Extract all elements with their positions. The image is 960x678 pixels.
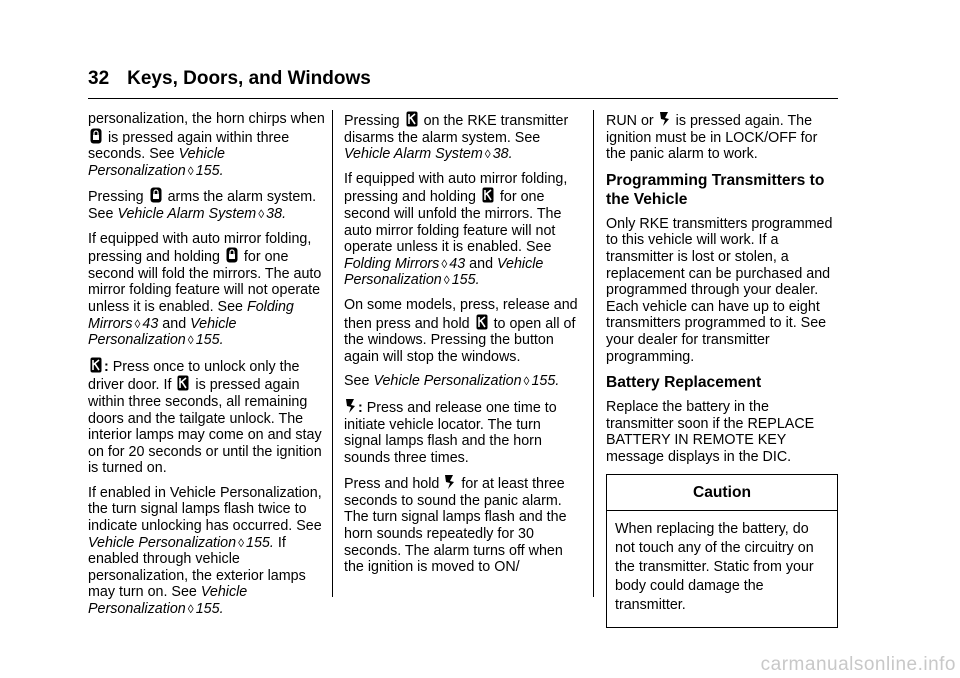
label: : (104, 358, 109, 375)
page-reference-icon: ◊ (258, 206, 265, 221)
paragraph: Only RKE transmitters programmed to this vehicle will work. If a transmitter is lost or stolen, a replacement can be purchased and programmed through your dealer. Each vehicle can have up to eight transmitters programmed to it. See your dealer for transmitter programming. (606, 215, 833, 365)
paragraph: If equipped with auto mirror folding, pressing and holding for one second will unfold the mirrors. The auto mirror folding feature will not operate unless it is enabled. See Folding Mirrors ◊ 43 and Vehicle Personalization ◊ 155. (344, 170, 568, 289)
section-heading: Programming Transmitters to the Vehicle (606, 171, 825, 208)
lock-fob-icon (150, 187, 162, 203)
link-vehicle-personalization[interactable]: Vehicle Personalization (88, 534, 237, 551)
link-vehicle-alarm-system[interactable]: Vehicle Alarm System (344, 146, 483, 163)
column-2 (344, 111, 582, 584)
page-ref[interactable]: 155 (195, 332, 220, 349)
page-reference-icon: ◊ (238, 535, 245, 550)
text: Press and hold (344, 476, 440, 493)
page-ref[interactable]: 155 (195, 601, 220, 618)
page-number: 32 (88, 68, 110, 89)
column-1 (88, 111, 328, 626)
caution-box (606, 474, 838, 629)
text: for one second will fold the mirrors. The auto mirror folding feature will not operate unless it is enabled. See (88, 249, 322, 315)
link-vehicle-personalization[interactable]: Vehicle Personalization (88, 315, 237, 349)
page-ref[interactable]: 155 (531, 373, 556, 390)
page-ref[interactable]: 38 (266, 205, 283, 222)
link-vehicle-alarm-system[interactable]: Vehicle Alarm System (117, 205, 257, 222)
text: for one second will unfold the mirrors. The auto mirror folding feature will not operate unless it is enabled. See (344, 189, 562, 256)
link-folding-mirrors[interactable]: Folding Mirrors (88, 298, 294, 332)
paragraph: Pressing arms the alarm system. See Vehicle Alarm System ◊ 38. (88, 189, 317, 222)
vehicle-locator-icon (445, 474, 455, 490)
paragraph: See Vehicle Personalization ◊ 155. (344, 373, 560, 390)
text: to open all of the windows. Pressing the button again will stop the windows. (344, 315, 576, 365)
link-vehicle-personalization[interactable]: Vehicle Personalization (88, 584, 248, 618)
text: If enabled through vehicle personalization, the exterior lamps may turn on. See (88, 534, 306, 601)
page-ref[interactable]: 43 (142, 315, 159, 332)
column-divider-1 (332, 110, 333, 597)
text: If equipped with auto mirror folding, pressing and holding (344, 170, 568, 206)
text: Pressing (344, 113, 400, 129)
page-ref[interactable]: 38 (492, 146, 509, 163)
column-3 (606, 111, 840, 628)
text: If equipped with auto mirror folding, pressing and holding (88, 230, 312, 266)
paragraph: If equipped with auto mirror folding, pressing and holding for one second will fold the mirrors. The auto mirror folding feature will not operate unless it is enabled. See Folding Mirrors ◊ 43 and Vehicle Personalization ◊ 155. (88, 230, 322, 349)
section-title: Keys, Doors, and Windows (127, 68, 371, 89)
page-ref[interactable]: 155 (246, 534, 270, 551)
lock-fob-icon (226, 247, 238, 263)
page-reference-icon: ◊ (441, 256, 448, 271)
page-ref[interactable]: 155 (451, 272, 476, 289)
page-reference-icon: ◊ (134, 316, 141, 331)
page-ref[interactable]: 43 (449, 255, 466, 272)
label: : (358, 399, 363, 416)
unlock-fob-icon (90, 357, 102, 373)
text: RUN or (606, 113, 654, 129)
paragraph: If enabled in Vehicle Personalization, the turn signal lamps flash twice to indicate unlocking has occurred. See Vehicle Personalization ◊ 155. If enabled through vehicle personalization, the exterior lamps may turn on. See Vehicle Personalization ◊ 155. (88, 484, 322, 618)
page-ref[interactable]: 155 (195, 162, 220, 179)
page-reference-icon: ◊ (187, 333, 194, 348)
text: If enabled in Vehicle Personalization, the turn signal lamps flash twice to indicate unlocking has occurred. See (88, 484, 322, 535)
unlock-fob-icon (482, 187, 494, 203)
link-folding-mirrors[interactable]: Folding Mirrors (344, 255, 440, 272)
text: and (469, 255, 494, 272)
section-heading: Battery Replacement (606, 374, 762, 392)
paragraph (606, 111, 840, 163)
unlock-fob-icon (406, 111, 418, 127)
text: on the RKE transmitter disarms the alarm system. See (344, 113, 569, 146)
text: is pressed again within three seconds, all remaining doors and the tailgate unlock. The interior lamps may come on and stay on for 20 seconds or until the ignition is turned on. (88, 377, 322, 477)
text: See (344, 373, 370, 390)
text: is pressed again. The ignition must be in LOCK/OFF for the panic alarm to work. (606, 113, 818, 163)
text: and (162, 315, 187, 332)
unlock-fob-icon (476, 314, 488, 330)
paragraph: Replace the battery in the transmitter soon if the REPLACE BATTERY IN REMOTE KEY message displays in the DIC. (606, 399, 815, 465)
text: for at least three seconds to sound the panic alarm. The turn signal lamps flash and the horn sounds repeatedly for 30 seconds. The alarm turns off when the ignition is moved to ON/ (344, 476, 567, 576)
paragraph (344, 398, 582, 466)
paragraph (344, 474, 582, 576)
unlock-fob-icon (177, 375, 189, 391)
page-reference-icon: ◊ (484, 147, 491, 162)
text: Press and release one time to initiate vehicle locator. The turn signal lamps flash and the horn sounds three times. (344, 399, 557, 466)
page-reference-icon: ◊ (523, 374, 530, 389)
watermark: carmanualsonline.info (760, 654, 956, 675)
lock-fob-icon (90, 128, 102, 144)
paragraph: Pressing on the RKE transmitter disarms the alarm system. See Vehicle Alarm System ◊ 38. (344, 113, 569, 163)
page-reference-icon: ◊ (187, 602, 194, 617)
paragraph (344, 297, 582, 365)
text: On some models, press, release and then press and hold (344, 296, 578, 332)
text: Press once to unlock only the driver door. If (88, 358, 300, 394)
text: arms the alarm system. See (88, 189, 317, 222)
link-vehicle-personalization[interactable]: Vehicle Personalization (344, 255, 544, 289)
column-divider-2 (593, 110, 594, 597)
text: is pressed again within three seconds. See (88, 129, 290, 163)
text: Pressing (88, 189, 144, 206)
header-rule (88, 98, 838, 99)
paragraph (88, 357, 328, 477)
caution-body: When replacing the battery, do not touch any of the circuitry on the transmitter. Static from your body could damage the transmitter. (615, 521, 814, 614)
caution-title: Caution (607, 475, 837, 512)
paragraph: personalization, the horn chirps when is pressed again within three seconds. See Vehicle Personalization ◊ 155. (88, 111, 325, 179)
page-reference-icon: ◊ (187, 163, 194, 178)
page-header (88, 68, 371, 90)
vehicle-locator-icon (660, 111, 670, 127)
vehicle-locator-icon (346, 398, 356, 414)
page-reference-icon: ◊ (443, 273, 450, 288)
link-vehicle-personalization[interactable]: Vehicle Personalization (88, 146, 225, 179)
text: personalization, the horn chirps when (88, 111, 325, 127)
link-vehicle-personalization[interactable]: Vehicle Personalization (373, 373, 522, 390)
